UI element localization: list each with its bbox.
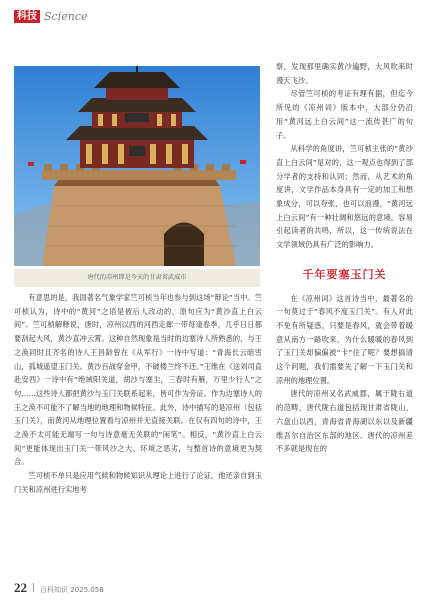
body-paragraph: 竺可桢不单只是应用气候和物候知识从理论上进行了论证，他还亲自到玉门关和凉州进行实地考 — [14, 471, 262, 494]
section-header — [14, 10, 87, 23]
body-paragraph: 尽管竺可桢的考证有理有据，但迄今所见的《凉州词》版本中，大部分仍沿用“黄河远上白云间”这一流传甚广的句子。 — [276, 89, 413, 140]
photo-caption: 唐代的凉州即是今天的甘肃省武威市 — [14, 269, 260, 287]
footer-divider — [33, 583, 34, 592]
section-tag: 科技 — [14, 10, 40, 23]
body-paragraph: 在《凉州词》这首诗当中，最著名的一句莫过于“春风不度玉门关”。有人对此不免有所疑惑，只要是春风，就会带着暖意从南方一路吹来，为什么暖暖的春风到了玉门关却偏偏被“卡”住了呢？要想搞清这个问题，我们需要先了解一下玉门关和凉州的地理位置。 — [276, 293, 413, 385]
section-label-en: Science — [44, 10, 88, 23]
body-paragraph: 唐代的凉州又名武威郡，属于陇右道的范畴，唐代陇右道包括现甘肃省陇山、六盘山以西，青海省青海湖以东以及新疆维吾尔自治区东部的地区。唐代的凉州差不多就是现在的 — [276, 389, 413, 454]
body-paragraph: 从科学的角度讲，竺可桢主张的“黄沙直上白云间”是对的，这一观点也得到了部分学者的支持和认同；然而，从艺术的角度讲，文学作品本身具有一定的加工和想象成分，可以夸张，也可以浪漫，“黄河远上白云间”有一种壮阔和悠远的意境，容易引起读者的共鸣，所以，这一传统说法在文学领域仍具有广泛的影响力。 — [276, 144, 413, 250]
page-number: 22 — [14, 580, 27, 595]
page-footer — [14, 580, 104, 596]
body-paragraph: 察，发现那里确实黄沙遍野，大风吹来时漫天飞沙。 — [276, 62, 413, 85]
magazine-issue: 百科知识 2025.05B — [40, 586, 104, 594]
left-column-body — [14, 291, 262, 497]
right-column-body — [276, 60, 413, 456]
body-paragraph: 有意思的是，我国著名气象学家竺可桢当年也参与到这场“辩论”当中。竺可桢认为，诗中的“黄河”之语是被后人改动的，原句应为“黄沙直上白云间”。竺可桢解释说，唐时，凉州以西的河西走廊一带每逢春季，几乎日日都要刮起大风，黄沙直冲云霄。这种自然现象是当时的边塞诗人所熟悉的，与王之涣同时且齐名的诗人王昌龄曾在《从军行》一诗中写道：“青海长云暗雪山，孤城遥望玉门关。黄沙百战穿金甲，不破楼兰终不还。”王维在《送刘司直赴安西》一诗中有“绝域阳关道，胡沙与塞尘，三春时有雁，万里少行人”之句……这些诗人都把黄沙与玉门关联系起来，皆可作为旁证。作为边塞诗人的王之涣不可能不了解当地的地理和物候特征。此外，诗中描写的是凉州（包括玉门关），而黄河从地理位置看与凉州并无直接关联。在仅有四句的诗中，王之涣不太可能无端写一句与诗意毫无关联的“闲笔”。相反，“黄沙直上白云间”更能体现出玉门关一带风沙之大、环境之恶劣，与整首诗的意境更为契合。 — [14, 293, 263, 467]
section-subheading: 千年要塞玉门关 — [302, 267, 387, 281]
tower-illustration — [14, 66, 260, 266]
tower-photo — [14, 66, 260, 266]
